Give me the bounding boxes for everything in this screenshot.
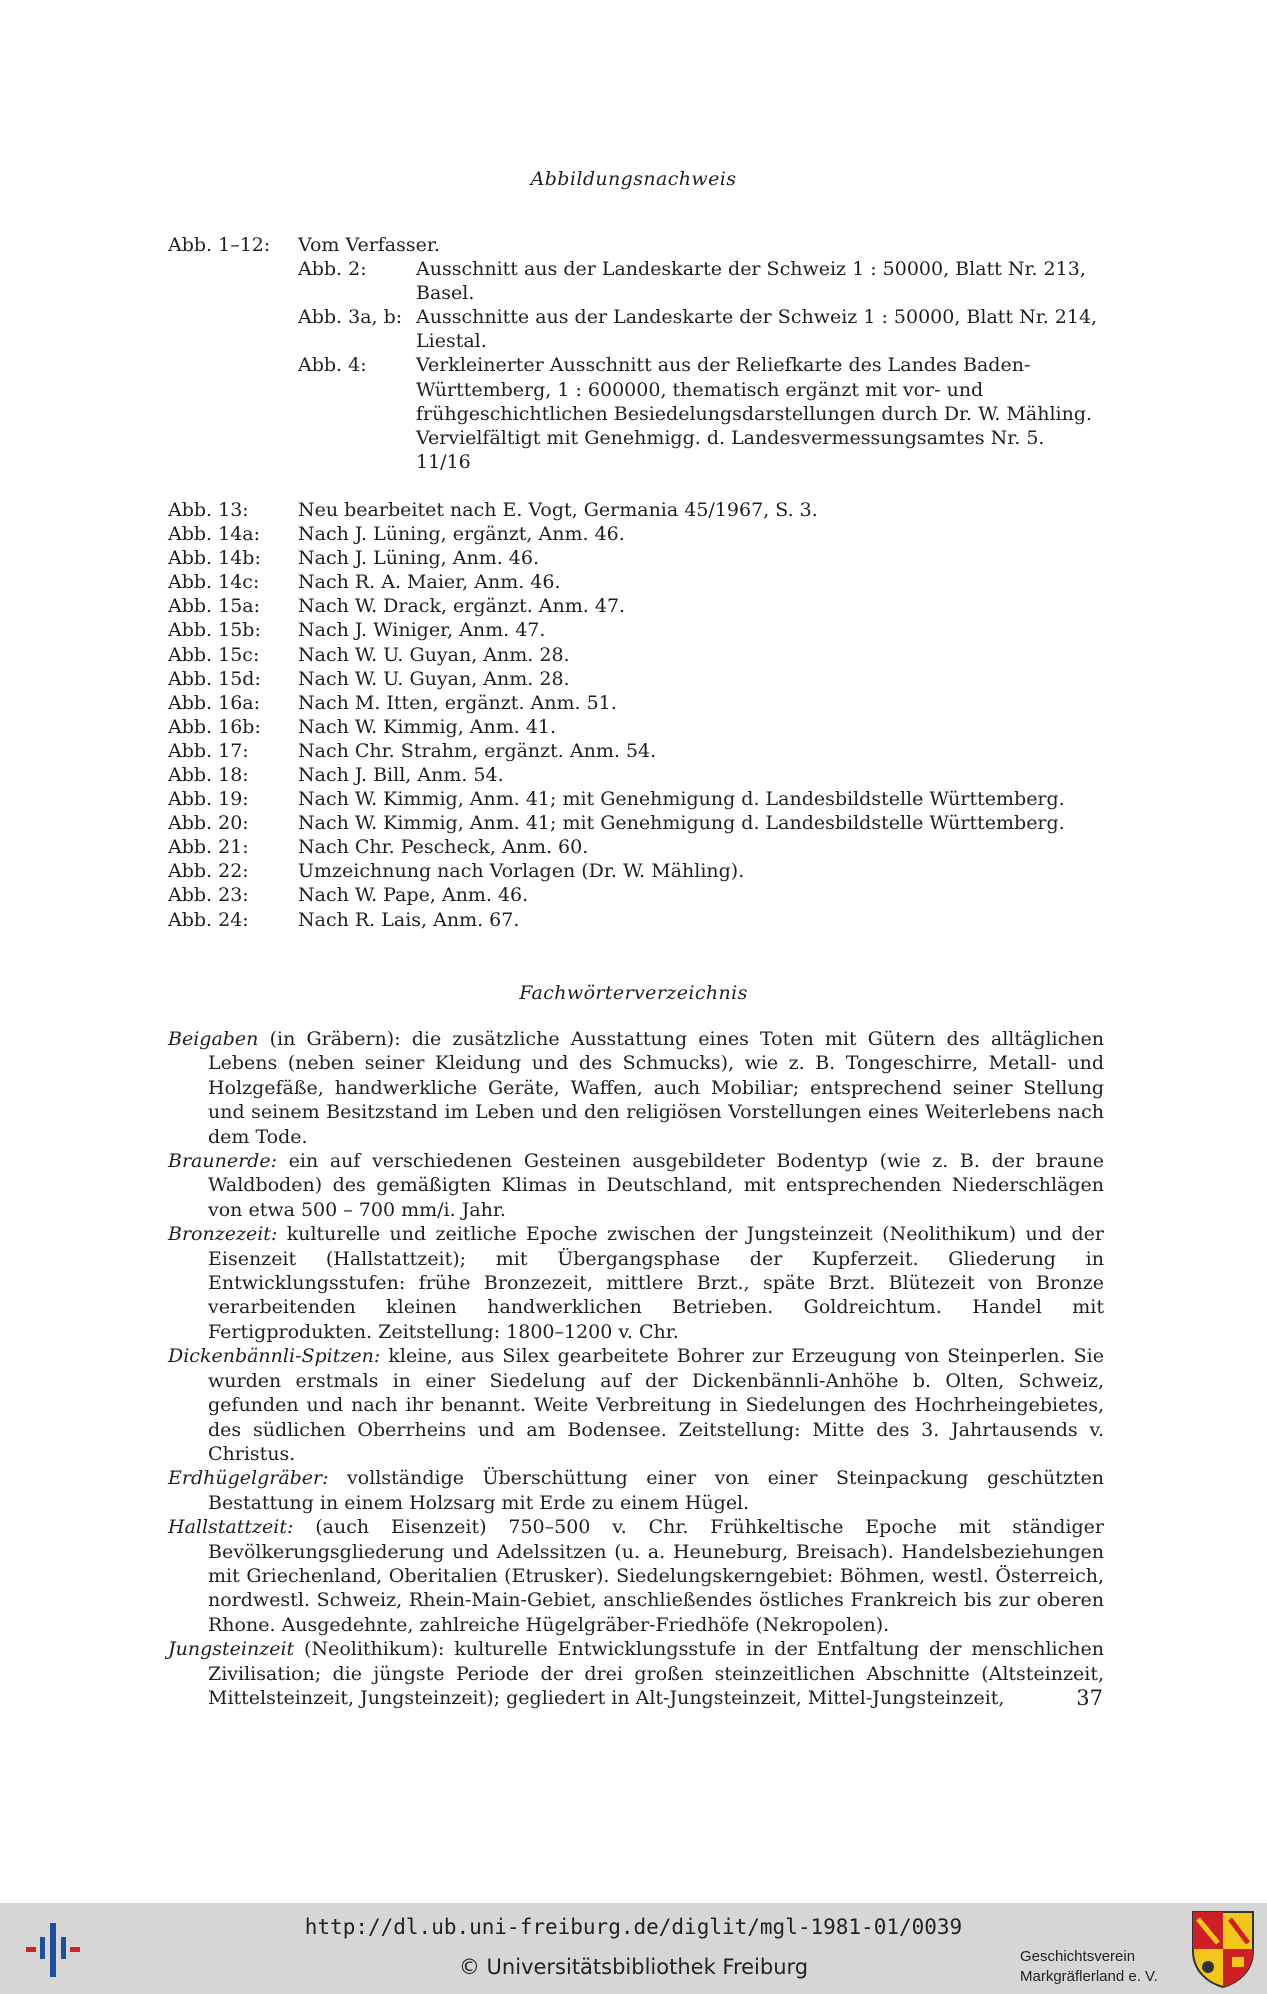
glossary-entry bbox=[168, 1515, 1104, 1637]
page-number: 37 bbox=[1076, 1686, 1103, 1710]
glossary-definition: ein auf verschiedenen Gesteinen ausgebildeter Bodentyp (wie z. B. der braune Waldboden) des gemäßigten Klimas in Deutschland, mit entsprechenden Niederschlägen von etwa 500 – 700 mm/i. Jahr. bbox=[208, 1150, 1104, 1221]
credit-row bbox=[168, 233, 1098, 257]
glossary-entry bbox=[168, 1466, 1104, 1515]
glossary-definition: (Neolithikum): kulturelle Entwicklungsstufe in der Entfaltung der menschlichen Zivilisation; die jüngste Periode der drei großen steinzeitlichen Abschnitte (Altsteinzeit, Mittelsteinzeit, Jungsteinzeit); gegliedert in Alt-Jungsteinzeit, Mittel-Jungsteinzeit, bbox=[208, 1638, 1104, 1709]
glossary-term: Jungsteinzeit bbox=[168, 1638, 295, 1661]
glossary-definition: vollständige Überschüttung einer von einer Steinpackung geschützten Bestattung in einem Holzsarg mit Erde zu einem Hügel. bbox=[208, 1467, 1104, 1514]
credit-id: Abb. 14c: bbox=[168, 571, 260, 594]
glossary-term: Braunerde: bbox=[168, 1150, 277, 1173]
glossary-term: Erdhügelgräber: bbox=[168, 1467, 329, 1490]
credit-id: Abb. 16b: bbox=[168, 715, 261, 738]
credit-id: Abb. 22: bbox=[168, 860, 249, 883]
credit-sub-id: Abb. 4: bbox=[298, 354, 367, 377]
credit-text: Nach R. Lais, Anm. 67. bbox=[298, 908, 520, 931]
credit-sub-text: Ausschnitt aus der Landeskarte der Schweiz 1 : 50000, Blatt Nr. 213, Basel. bbox=[416, 258, 1086, 305]
credit-row bbox=[168, 835, 1098, 859]
credit-row bbox=[168, 498, 1098, 522]
spacer bbox=[168, 474, 1098, 498]
credit-text: Nach J. Lüning, Anm. 46. bbox=[298, 547, 540, 570]
credit-id: Abb. 1–12: bbox=[168, 234, 271, 256]
credit-sub-text: Ausschnitte aus der Landeskarte der Schweiz 1 : 50000, Blatt Nr. 214, Liestal. bbox=[416, 306, 1098, 353]
credit-text: Vom Verfasser. bbox=[298, 234, 440, 256]
glossary-term: Bronzezeit: bbox=[168, 1223, 278, 1246]
credit-text: Nach J. Winiger, Anm. 47. bbox=[298, 619, 546, 642]
credit-text: Nach W. U. Guyan, Anm. 28. bbox=[298, 643, 570, 666]
credit-row bbox=[168, 715, 1098, 739]
credit-row bbox=[168, 811, 1098, 835]
society-name bbox=[1020, 1947, 1190, 1987]
credit-row bbox=[168, 883, 1098, 907]
credits-list bbox=[168, 233, 1098, 932]
credit-row bbox=[168, 594, 1098, 618]
credit-text: Umzeichnung nach Vorlagen (Dr. W. Mähling). bbox=[298, 860, 745, 883]
credit-text: Nach Chr. Pescheck, Anm. 60. bbox=[298, 836, 589, 859]
footer-bar bbox=[0, 1903, 1267, 1994]
credit-row bbox=[168, 787, 1098, 811]
credit-id: Abb. 13: bbox=[168, 498, 249, 521]
glossary-definition: kleine, aus Silex gearbeitete Bohrer zur Erzeugung von Steinperlen. Sie wurden erstmals in einer Siedelung auf der Dickenbännli-Anhöhe b. Olten, Schweiz, gefunden und nach ihr benannt. Weite Verbreitung in Siedelungen des Hochrheingebietes, des südlichen Oberrheins und am Bodensee. Zeitstellung: Mitte des 3. Jahrtausends v. Christus. bbox=[208, 1345, 1104, 1465]
glossary-entry bbox=[168, 1637, 1104, 1710]
credit-id: Abb. 15d: bbox=[168, 667, 261, 690]
glossary-heading: Fachwörterverzeichnis bbox=[519, 982, 748, 1004]
society-name-line: Geschichtsverein bbox=[1020, 1948, 1136, 1965]
credit-id: Abb. 14b: bbox=[168, 547, 261, 570]
credit-id: Abb. 15c: bbox=[168, 643, 260, 666]
credit-text: Neu bearbeitet nach E. Vogt, Germania 45/1967, S. 3. bbox=[298, 498, 818, 521]
credit-sub-row bbox=[298, 353, 1098, 473]
glossary-definition: (auch Eisenzeit) 750–500 v. Chr. Frühkeltische Epoche mit ständiger Bevölkerungsgliederung und Adelssitzen (u. a. Heuneburg, Breisach). Handelsbeziehungen mit Griechenland, Oberitalien (Etrusker). Siedelungskerngebiet: Böhmen, westl. Österreich, nordwestl. Schweiz, Rhein-Main-Gebiet, anschließendes östliches Frankreich bis zur oberen Rhone. Ausgedehnte, zahlreiche Hügelgräber-Friedhöfe (Nekropolen). bbox=[208, 1516, 1104, 1636]
credit-row bbox=[168, 618, 1098, 642]
credit-text: Nach W. Kimmig, Anm. 41; mit Genehmigung d. Landesbildstelle Württemberg. bbox=[298, 812, 1065, 835]
glossary-term: Hallstattzeit: bbox=[168, 1516, 294, 1539]
credit-row bbox=[168, 643, 1098, 667]
credit-text: Nach J. Bill, Anm. 54. bbox=[298, 763, 504, 786]
glossary-entry bbox=[168, 1027, 1104, 1149]
glossary-entry bbox=[168, 1222, 1104, 1344]
credit-row bbox=[168, 691, 1098, 715]
credit-row bbox=[168, 546, 1098, 570]
permalink-link[interactable]: http://dl.ub.uni-freiburg.de/diglit/mgl-1981-01/0039 bbox=[304, 1915, 963, 1939]
credit-id: Abb. 15a: bbox=[168, 595, 261, 618]
credit-text: Nach R. A. Maier, Anm. 46. bbox=[298, 571, 561, 594]
credit-id: Abb. 17: bbox=[168, 739, 249, 762]
credit-sub-row bbox=[298, 305, 1098, 353]
society-name-line: Markgräflerland e. V. bbox=[1020, 1968, 1158, 1985]
credit-row bbox=[168, 908, 1098, 932]
coat-of-arms-icon[interactable] bbox=[1190, 1909, 1256, 1989]
credit-text: Nach W. Kimmig, Anm. 41; mit Genehmigung d. Landesbildstelle Württemberg. bbox=[298, 788, 1065, 811]
copyright-text: © Universitätsbibliothek Freiburg bbox=[458, 1955, 809, 1979]
glossary-list bbox=[168, 1027, 1104, 1710]
credit-sub-text: Verkleinerter Ausschnitt aus der Reliefkarte des Landes Baden-Württemberg, 1 : 600000, thematisch ergänzt mit vor- und frühgeschichtlichen Besiedelungsdarstellungen durch Dr. W. Mähling. Vervielfältigt mit Genehmigg. d. Landesvermessungsamtes Nr. 5. 11/16 bbox=[416, 354, 1093, 473]
credit-sub-id: Abb. 3a, b: bbox=[298, 306, 403, 329]
glossary-entry bbox=[168, 1149, 1104, 1222]
credit-text: Nach Chr. Strahm, ergänzt. Anm. 54. bbox=[298, 739, 657, 762]
glossary-term: Dickenbännli-Spitzen: bbox=[168, 1345, 381, 1368]
credit-text: Nach W. Drack, ergänzt. Anm. 47. bbox=[298, 595, 626, 618]
credit-row bbox=[168, 859, 1098, 883]
glossary-term: Beigaben bbox=[168, 1028, 259, 1050]
credit-text: Nach J. Lüning, ergänzt, Anm. 46. bbox=[298, 523, 625, 546]
credit-row bbox=[168, 739, 1098, 763]
credit-row bbox=[168, 522, 1098, 546]
credit-text: Nach W. Pape, Anm. 46. bbox=[298, 884, 529, 907]
credit-id: Abb. 20: bbox=[168, 812, 249, 835]
credit-id: Abb. 19: bbox=[168, 788, 249, 811]
credit-id: Abb. 23: bbox=[168, 884, 249, 907]
glossary-definition: kulturelle und zeitliche Epoche zwischen der Jungsteinzeit (Neolithikum) und der Eisenzeit (Hallstattzeit); mit Übergangsphase der Kupferzeit. Gliederung in Entwicklungsstufen: frühe Bronzezeit, mittlere Brzt., späte Brzt. Blütezeit von Bronze verarbeitenden kleinen handwerklichen Betrieben. Goldreichtum. Handel mit Fertigprodukten. Zeitstellung: 1800–1200 v. Chr. bbox=[208, 1223, 1104, 1343]
credit-id: Abb. 14a: bbox=[168, 523, 261, 546]
glossary-entry bbox=[168, 1344, 1104, 1466]
credit-id: Abb. 18: bbox=[168, 763, 249, 786]
glossary-definition: (in Gräbern): die zusätzliche Ausstattung eines Toten mit Gütern des alltäglichen Lebens (neben seiner Kleidung und des Schmucks), wie z. B. Tongeschirre, Metall- und Holzgefäße, handwerkliche Geräte, Waffen, auch Mobiliar; entsprechend seiner Stellung und seinem Besitzstand im Leben und den religiösen Vorstellungen eines Weiterlebens nach dem Tode. bbox=[208, 1028, 1104, 1148]
credit-row bbox=[168, 570, 1098, 594]
credit-id: Abb. 16a: bbox=[168, 691, 261, 714]
credit-row bbox=[168, 667, 1098, 691]
credit-id: Abb. 24: bbox=[168, 908, 249, 931]
credit-id: Abb. 21: bbox=[168, 836, 249, 859]
credit-text: Nach W. U. Guyan, Anm. 28. bbox=[298, 667, 570, 690]
credit-text: Nach M. Itten, ergänzt. Anm. 51. bbox=[298, 691, 617, 714]
credits-heading: Abbildungsnachweis bbox=[530, 168, 737, 190]
credit-row bbox=[168, 763, 1098, 787]
credit-sub-row bbox=[298, 257, 1098, 305]
credit-sub-id: Abb. 2: bbox=[298, 258, 367, 281]
credit-text: Nach W. Kimmig, Anm. 41. bbox=[298, 715, 557, 738]
credit-id: Abb. 15b: bbox=[168, 619, 261, 642]
